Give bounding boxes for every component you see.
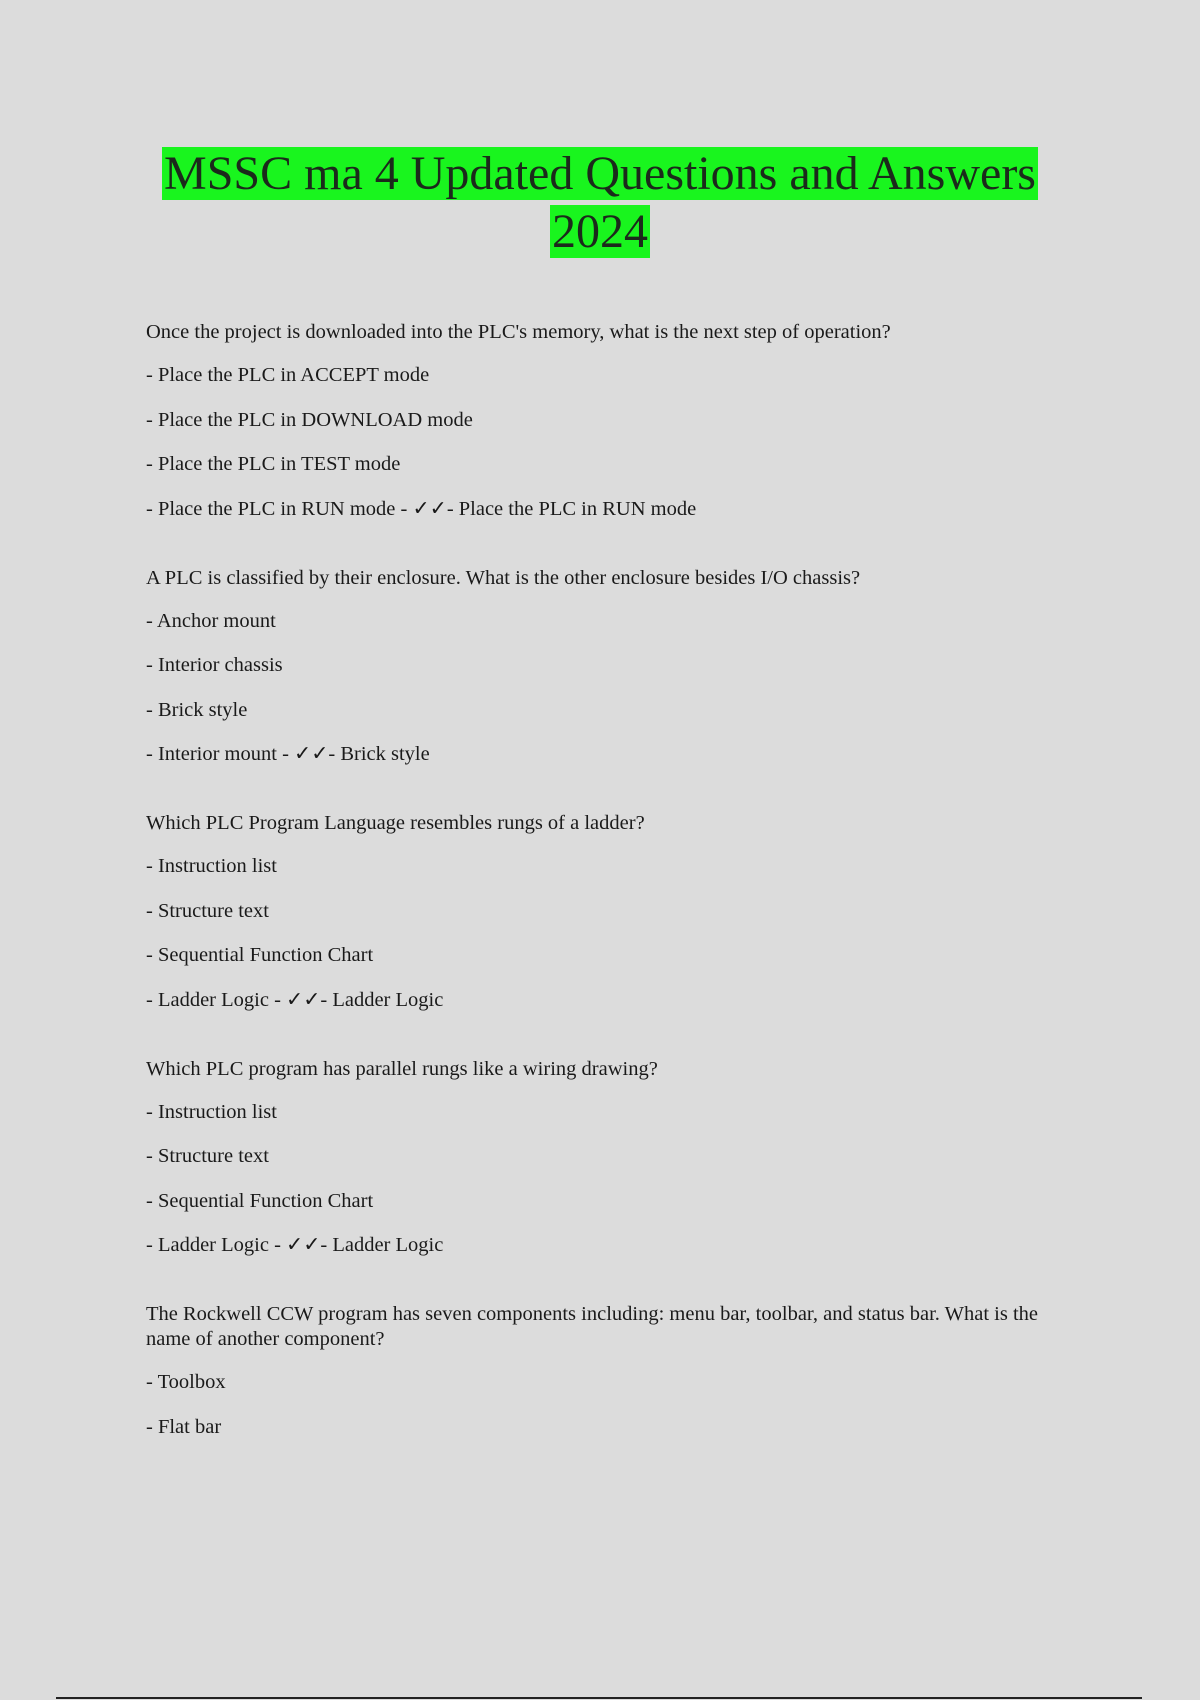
title-line-2: 2024 [552, 205, 648, 258]
answer-option: - Structure text [146, 1145, 269, 1167]
answer-option-correct: - Place the PLC in RUN mode - ✓✓- Place the PLC in RUN mode [146, 497, 697, 520]
question-text: Once the project is downloaded into the PLC's memory, what is the next step of operation? [146, 321, 891, 343]
question-text: The Rockwell CCW program has seven components including: menu bar, toolbar, and status bar. What is the name of another component? [146, 1303, 1039, 1350]
answer-option: - Interior chassis [146, 654, 283, 676]
question-block [146, 1057, 1046, 1259]
answer-option: - Instruction list [146, 1100, 277, 1123]
answer-option: - Anchor mount [146, 609, 276, 632]
answer-option-correct: - Ladder Logic - ✓✓- Ladder Logic [146, 1234, 444, 1256]
answer-option-correct: - Interior mount - ✓✓- Brick style [146, 743, 430, 765]
questions-list [146, 320, 1046, 1484]
answer-option: - Sequential Function Chart [146, 944, 374, 966]
answer-option: - Place the PLC in ACCEPT mode [146, 364, 430, 386]
answer-option: - Instruction list [146, 855, 277, 877]
question-block [146, 566, 1046, 768]
page-bottom-rule [56, 1697, 1142, 1699]
answer-option: - Sequential Function Chart [146, 1189, 374, 1212]
answer-option: - Brick style [146, 698, 248, 721]
question-text: Which PLC Program Language resembles rungs of a ladder? [146, 812, 645, 834]
answer-option: - Place the PLC in DOWNLOAD mode [146, 408, 473, 431]
question-text: Which PLC program has parallel rungs like a wiring drawing? [146, 1057, 658, 1080]
document-title [0, 145, 1200, 261]
answer-option: - Place the PLC in TEST mode [146, 453, 401, 475]
answer-option: - Flat bar [146, 1415, 222, 1438]
question-text: A PLC is classified by their enclosure. What is the other enclosure besides I/O chassis? [146, 566, 861, 589]
answer-option: - Toolbox [146, 1371, 226, 1393]
answer-option-correct: - Ladder Logic - ✓✓- Ladder Logic [146, 988, 444, 1011]
answer-option: - Structure text [146, 899, 269, 922]
question-block [146, 811, 1046, 1013]
question-block [146, 1302, 1046, 1440]
question-block [146, 320, 1046, 522]
title-line-1: MSSC ma 4 Updated Questions and Answers [164, 147, 1036, 200]
